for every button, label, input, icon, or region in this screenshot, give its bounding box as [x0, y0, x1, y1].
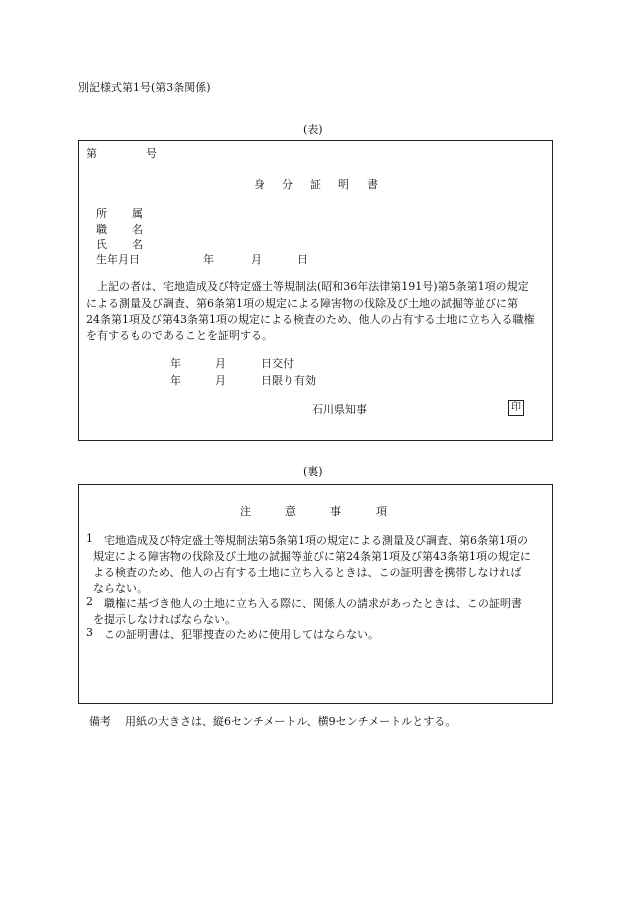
front-side-label: (表) [303, 123, 323, 136]
item-line: この証明書は、犯罪捜査のために使用してはならない。 [104, 628, 379, 641]
front-title-char: 身 [254, 178, 265, 191]
issue-year-unit: 年 [170, 357, 181, 370]
birth-day-unit: 日 [297, 253, 308, 266]
front-title-char: 証 [310, 178, 321, 191]
birth-month-unit: 月 [251, 253, 262, 266]
item-line: 宅地造成及び特定盛土等規制法第5条第1項の規定による測量及び調査、第6条第1項の [104, 534, 528, 547]
number-suffix: 号 [146, 147, 157, 160]
job-label-2: 名 [132, 223, 143, 236]
valid-day-text: 日限り有効 [261, 374, 316, 387]
item-number: 1 [86, 532, 93, 545]
issue-month-unit: 月 [215, 357, 226, 370]
number-prefix: 第 [86, 147, 97, 160]
back-card [78, 484, 553, 704]
item-number: 2 [86, 595, 93, 608]
item-line: よる検査のため、他人の占有する土地に立ち入るときは、この証明書を携帯しなければ [93, 566, 522, 579]
front-card [78, 140, 553, 441]
item-line: 職権に基づき他人の土地に立ち入る際に、関係人の請求があったときは、この証明書 [104, 597, 522, 610]
affiliation-label-2: 属 [132, 207, 143, 220]
back-title-char: 項 [376, 505, 387, 518]
front-title-char: 分 [282, 178, 293, 191]
seal-mark: 印 [508, 400, 524, 416]
item-line: を提示しなければならない。 [93, 613, 236, 626]
affiliation-label-1: 所 [96, 207, 107, 220]
certification-line: 上記の者は、宅地造成及び特定盛土等規制法(昭和36年法律第191号)第5条第1項の規定 [97, 280, 529, 293]
back-title-char: 事 [330, 505, 341, 518]
item-number: 3 [86, 626, 93, 639]
back-side-label: (裏) [303, 465, 323, 478]
valid-month-unit: 月 [215, 374, 226, 387]
front-title-char: 明 [338, 178, 349, 191]
issue-day-text: 日交付 [261, 357, 294, 370]
issuer: 石川県知事 [312, 403, 367, 416]
item-line: ならない。 [93, 582, 148, 595]
job-label-1: 職 [96, 223, 107, 236]
item-line: 規定による障害物の伐除及び土地の試掘等並びに第24条第1項及び第43条第1項の規定に [93, 550, 531, 563]
back-title-char: 注 [240, 505, 251, 518]
note-label: 備考 [89, 715, 111, 728]
certification-line: による測量及び調査、第6条第1項の規定による障害物の伐除及び土地の試掘等並びに第 [86, 297, 518, 310]
certification-line: を有するものであることを証明する。 [86, 329, 273, 342]
back-title-char: 意 [285, 505, 296, 518]
note-text: 用紙の大きさは、縦6センチメートル、横9センチメートルとする。 [125, 715, 457, 728]
birthdate-label: 生年月日 [96, 253, 140, 266]
certification-line: 24条第1項及び第43条第1項の規定による検査のため、他人の占有する土地に立ち入る職権 [86, 313, 535, 326]
front-title-char: 書 [367, 178, 378, 191]
form-header: 別記様式第1号(第3条関係) [78, 81, 211, 94]
birth-year-unit: 年 [203, 253, 214, 266]
valid-year-unit: 年 [170, 374, 181, 387]
name-label-1: 氏 [96, 238, 107, 251]
name-label-2: 名 [132, 238, 143, 251]
